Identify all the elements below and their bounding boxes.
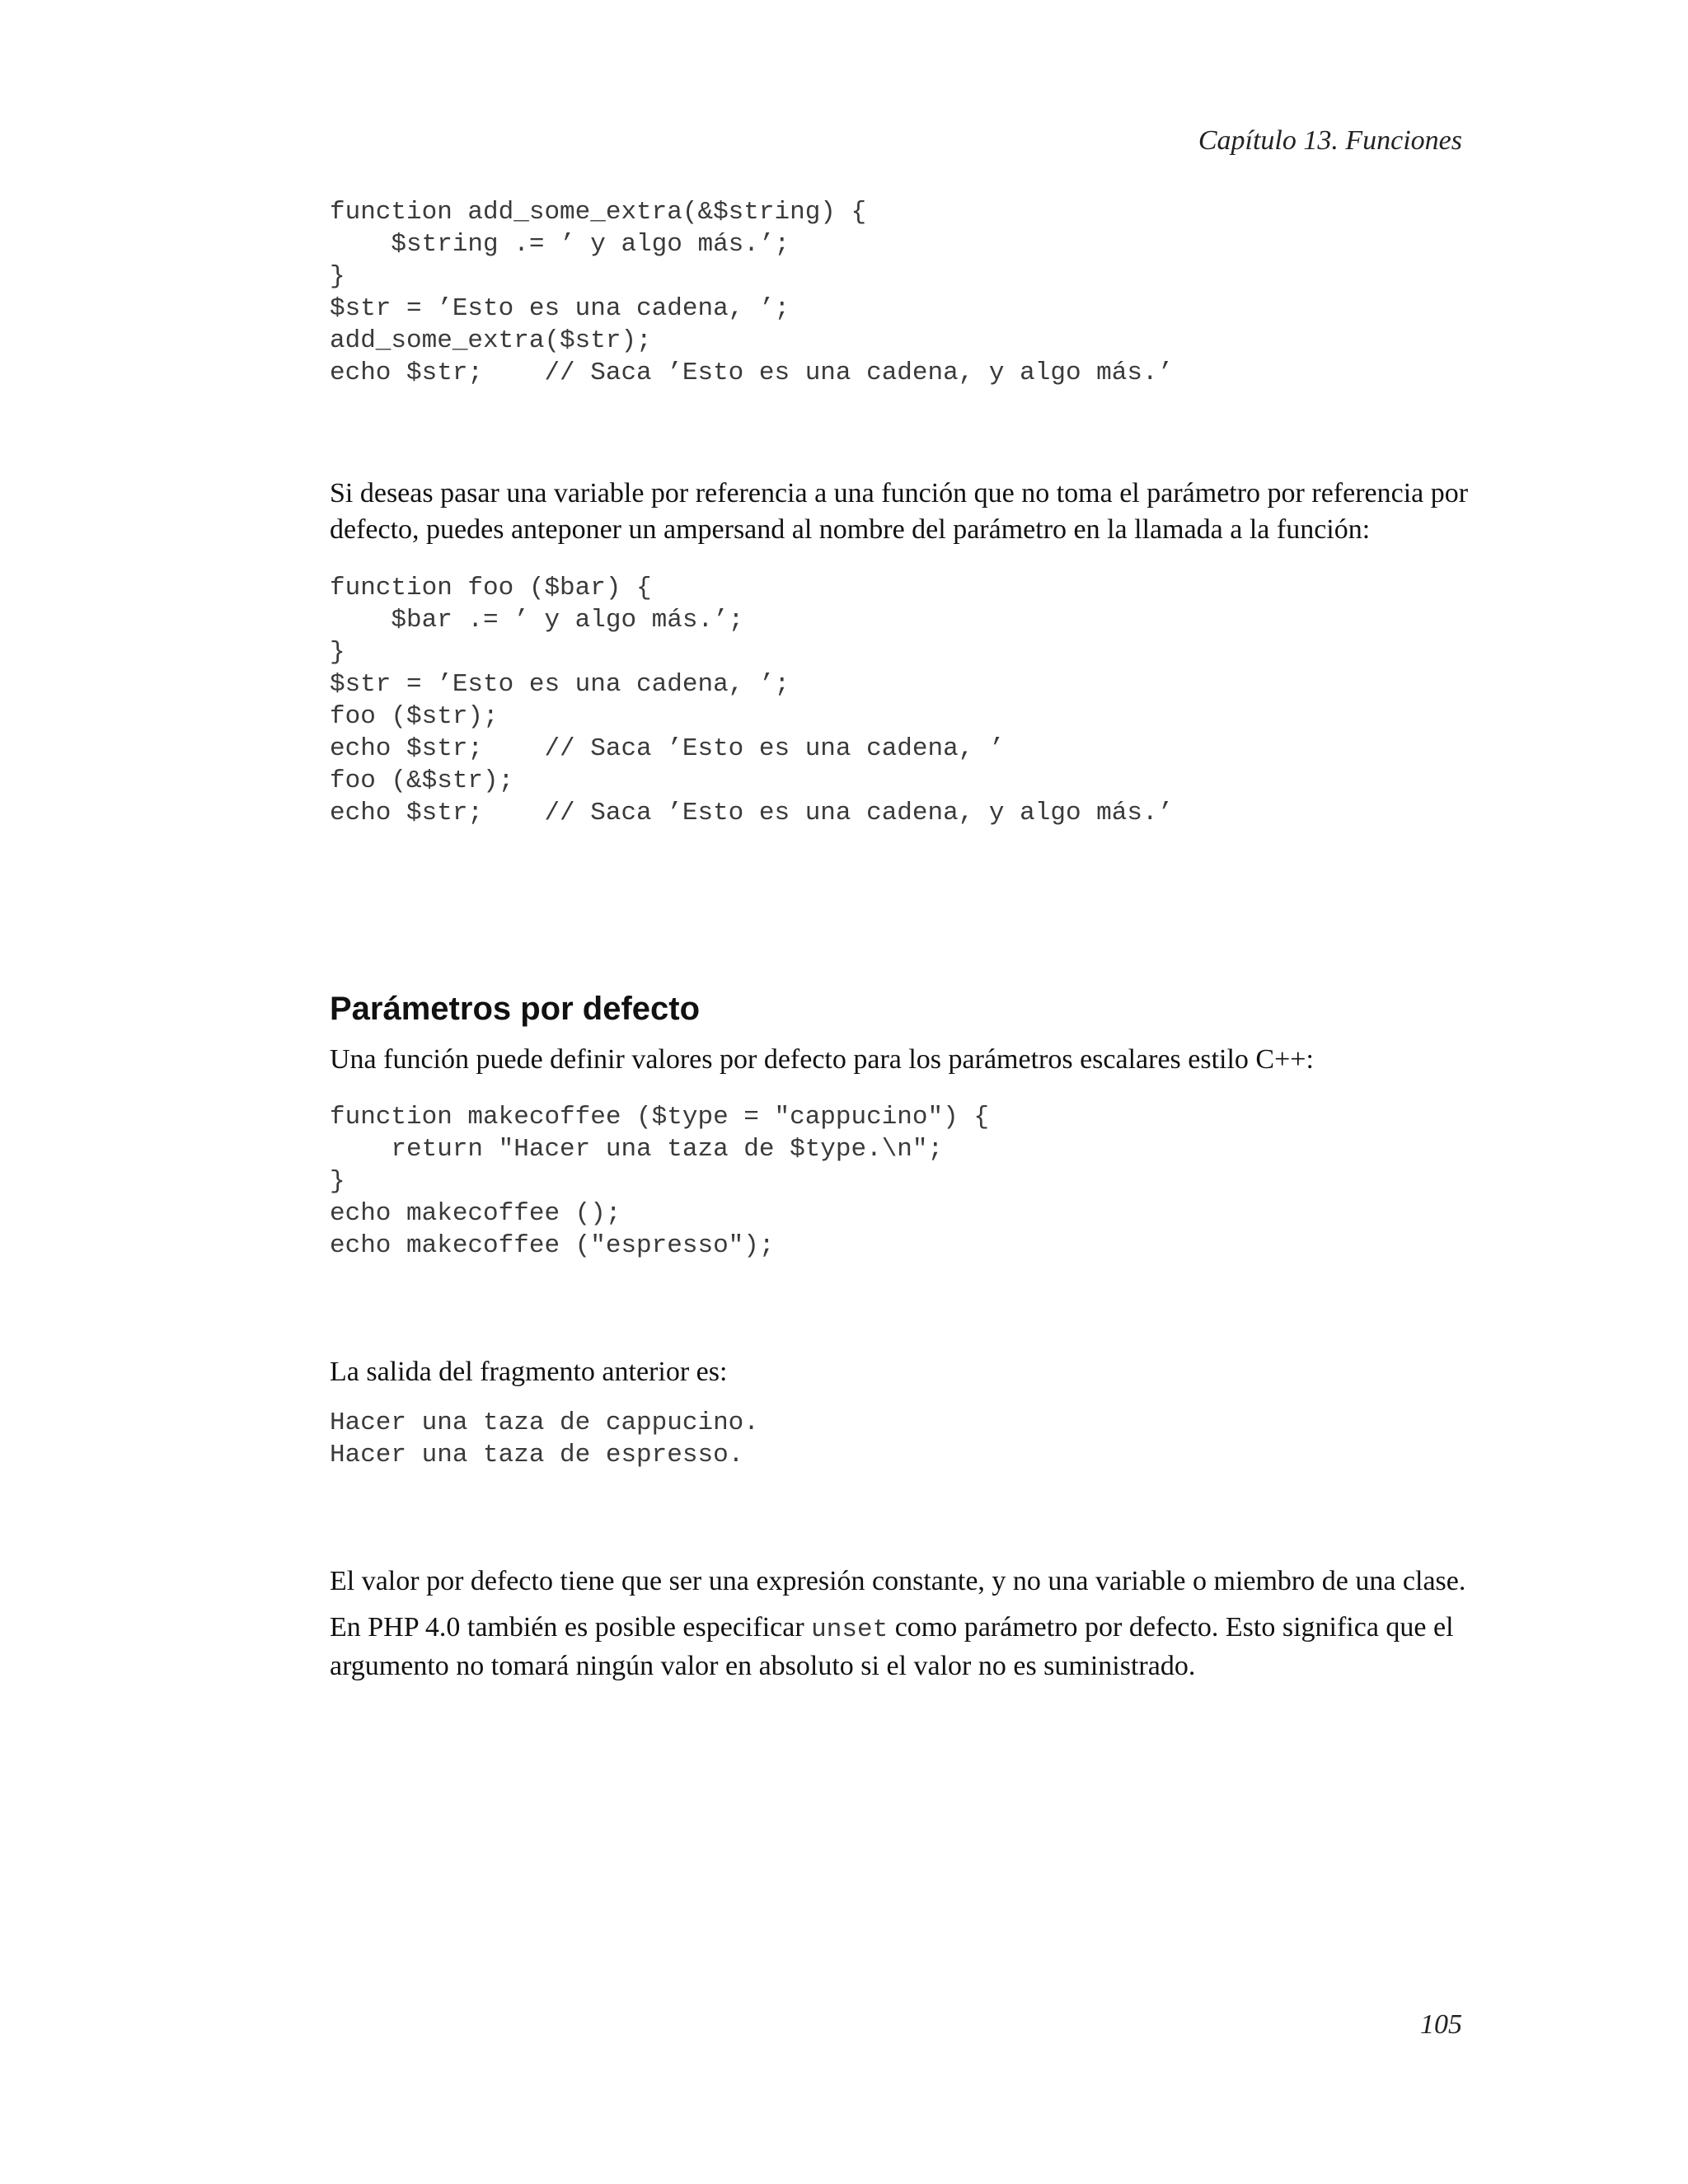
paragraph-unset-text-after: como parámetro por defecto. Esto significa que el argumento no tomará ningún valor en absoluto si el valor no es suministrado.: [330, 1612, 1454, 1681]
paragraph-unset-text-before: En PHP 4.0 también es posible especificar: [330, 1612, 812, 1643]
paragraph-output-intro: La salida del fragmento anterior es:: [330, 1357, 728, 1387]
section-title-default-params: Parámetros por defecto: [330, 991, 701, 1027]
paragraph-constant-expression: El valor por defecto tiene que ser una expresión constante, y no una variable o miembro de una clase.: [330, 1566, 1466, 1596]
paragraph-default-values-intro: Una función puede definir valores por defecto para los parámetros escalares estilo C++:: [330, 1044, 1314, 1075]
code-block-output: Hacer una taza de cappucino. Hacer una taza de espresso.: [330, 1408, 759, 1469]
paragraph-unset-default: [330, 1610, 1484, 1685]
running-header: Capítulo 13. Funciones: [1198, 125, 1462, 156]
code-block-foo: function foo ($bar) { $bar .= ’ y algo más.’; } $str = ’Esto es una cadena, ’; foo ($str); echo $str; // Saca ’Esto es una cadena, ’ foo (&$str); echo $str; // Saca ’Esto es una cadena, y algo más.’: [330, 574, 1174, 827]
page-number: 105: [1420, 2009, 1462, 2040]
page-content: [330, 196, 1484, 1685]
code-block-add-some-extra: function add_some_extra(&$string) { $string .= ’ y algo más.’; } $str = ’Esto es una cadena, ’; add_some_extra($str); echo $str; // Saca ’Esto es una cadena, y algo más.’: [330, 198, 1174, 387]
code-block-makecoffee: function makecoffee ($type = "cappucino") { return "Hacer una taza de $type.\n"; } echo makecoffee (); echo makecoffee ("espresso");: [330, 1103, 989, 1260]
paragraph-pass-by-reference: Si deseas pasar una variable por referencia a una función que no toma el parámetro por referencia por defecto, puedes anteponer un ampersand al nombre del parámetro en la llamada a la función:: [330, 478, 1469, 545]
inline-code-unset: unset: [811, 1615, 889, 1644]
